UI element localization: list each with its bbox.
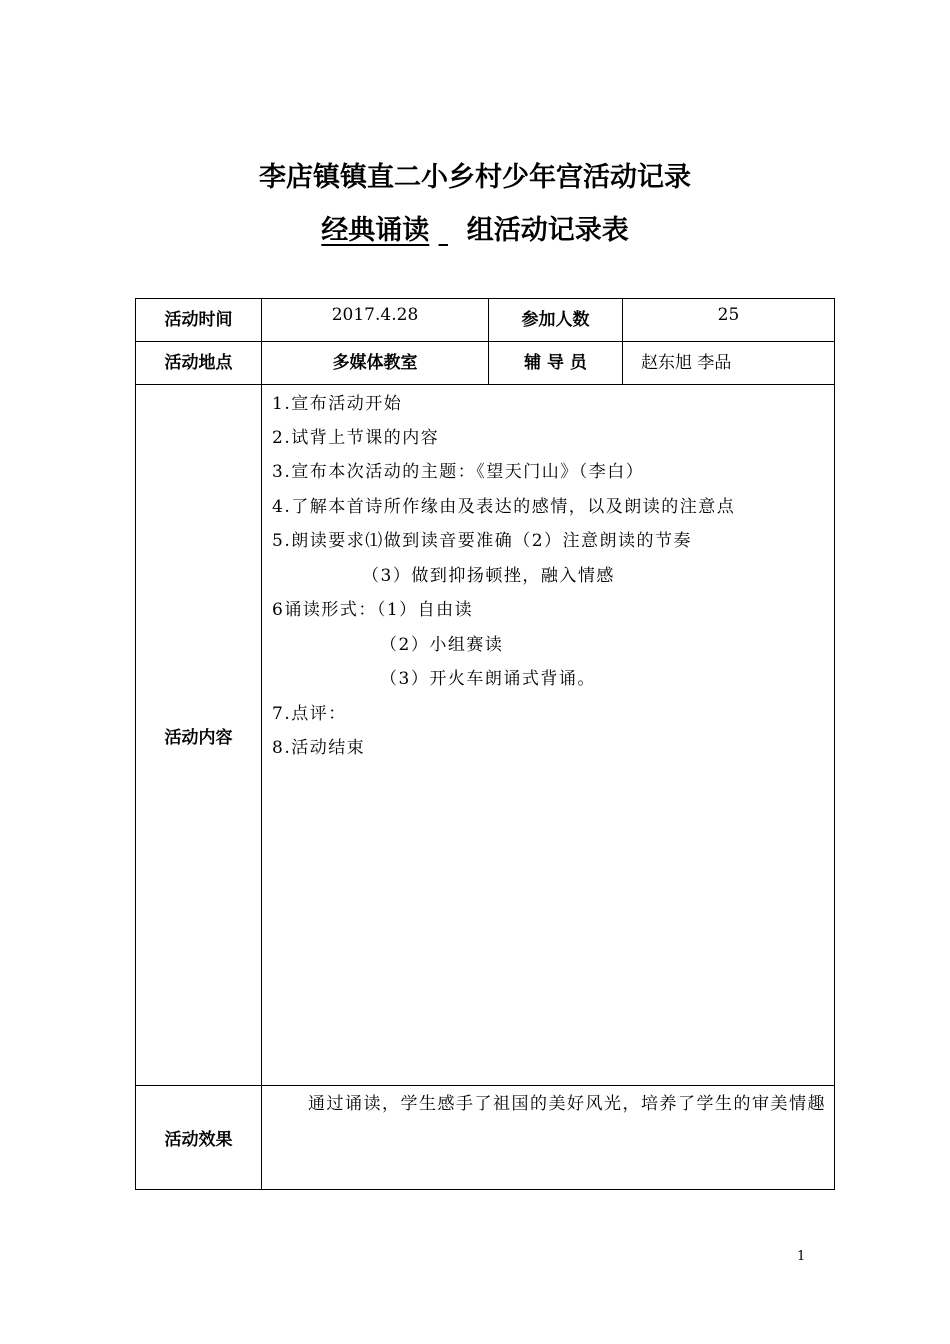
- effect-text: 通过诵读，学生感手了祖国的美好风光，培养了学生的审美情趣: [262, 1086, 835, 1190]
- content-cell: [262, 385, 835, 1086]
- content-line-1: 1.宣布活动开始: [272, 394, 403, 414]
- activity-record-table: [135, 298, 835, 1190]
- content-line-6: （3）做到抑扬顿挫，融入情感: [362, 566, 615, 586]
- underline-gap: [429, 215, 457, 246]
- participants-value: 25: [623, 299, 835, 342]
- content-line-3: 3.宣布本次活动的主题：《望天门山》（李白）: [272, 462, 645, 482]
- content-line-9: （3）开火车朗诵式背诵。: [380, 669, 596, 689]
- content-line-2: 2.试背上节课的内容: [272, 428, 440, 448]
- document-title: 李店镇镇直二小乡村少年宫活动记录: [259, 162, 691, 193]
- row-time: [136, 299, 835, 342]
- document-subtitle: [0, 208, 950, 247]
- content-line-5: 5.朗读要求⑴做到读音要准确（2）注意朗读的节奏: [272, 531, 693, 551]
- place-value: 多媒体教室: [262, 342, 489, 385]
- subtitle-rest: 组活动记录表: [466, 215, 629, 246]
- content-line-8: （2）小组赛读: [380, 635, 504, 655]
- tutor-value: 赵东旭 李品: [623, 342, 835, 385]
- participants-label: 参加人数: [489, 299, 623, 342]
- content-list: [262, 385, 834, 1085]
- content-line-7: 6诵读形式：（1）自由读: [272, 600, 474, 620]
- content-line-11: 8.活动结束: [272, 738, 366, 758]
- group-name: 经典诵读: [321, 215, 430, 246]
- row-place: [136, 342, 835, 385]
- place-label: 活动地点: [136, 342, 262, 385]
- time-value: 2017.4.28: [262, 299, 489, 342]
- row-effect: [136, 1086, 835, 1190]
- time-label: 活动时间: [136, 299, 262, 342]
- effect-label: 活动效果: [136, 1086, 262, 1190]
- content-line-10: 7.点评：: [272, 704, 347, 724]
- row-content: [136, 385, 835, 1086]
- tutor-label: 辅 导 员: [489, 342, 623, 385]
- page-number: 1: [797, 1249, 806, 1264]
- content-line-4: 4.了解本首诗所作缘由及表达的感情，以及朗读的注意点: [272, 497, 736, 517]
- content-label: 活动内容: [136, 385, 262, 1086]
